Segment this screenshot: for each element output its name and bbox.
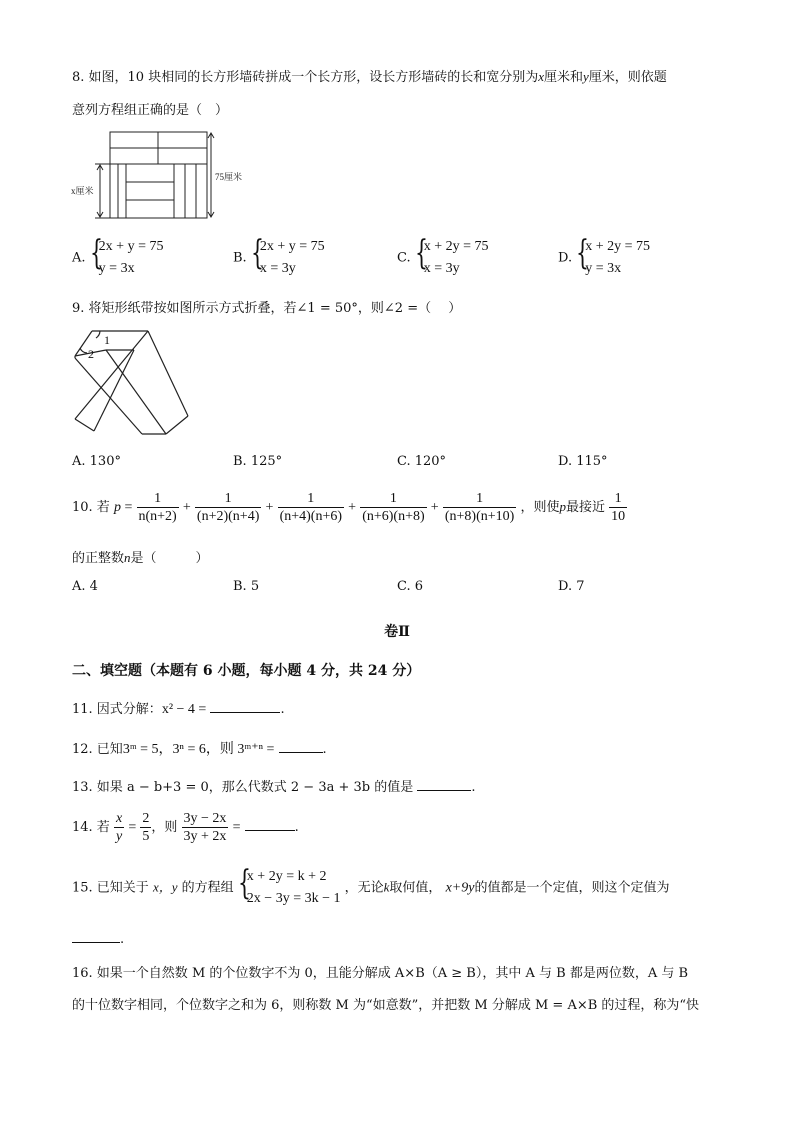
- q9-option-c: C. 120°: [397, 454, 447, 469]
- q14-frac-expr: $\frac{3y - 2x}{3y + 2x}$: [183, 811, 227, 844]
- q10-target-frac: $\frac{1}{10}$: [611, 491, 626, 524]
- q10-line1: 10. 若 p = $\frac{1}{n(n+2)}$ + $\frac{1}{(n+2)(n+4)}$ + $\frac{1}{(n+4)(n+6)}$ + $\frac{1}{(n+6)(n+8)}$ + $\frac{1}{(n+8)(n+10)}$ ，则使p最接近 $\frac{1}{10}$: [72, 491, 626, 524]
- q11-answer-blank: [210, 712, 280, 713]
- q9-option-b: B. 125°: [233, 454, 283, 469]
- part2-heading: 二、填空题（本题有 6 小题，每小题 4 分，共 24 分）: [72, 663, 421, 679]
- q8-fig-label-x: x厘米: [71, 186, 94, 196]
- q8-option-b: B. { 2x + y = 75 x = 3y: [233, 233, 325, 276]
- q10-frac-2: $\frac{1}{(n+2)(n+4)}$: [196, 491, 260, 524]
- q12: 12. 已知3ᵐ = 5，3ⁿ = 6，则 3ᵐ⁺ⁿ = .: [72, 742, 327, 757]
- q8-option-a: A. { 2x + y = 75 y = 3x: [72, 233, 164, 276]
- q15-line2: .: [72, 932, 124, 947]
- q8-line1: 8. 如图，10 块相同的长方形墙砖拼成一个长方形，设长方形墙砖的长和宽分别为x厘米和y厘米，则依题: [72, 69, 667, 85]
- q10-option-c: C. 6: [397, 579, 424, 594]
- q13-answer-blank: [417, 790, 471, 791]
- q10-line2: 的正整数n是（ ）: [72, 550, 209, 566]
- q12-answer-blank: [279, 752, 323, 753]
- q8-option-d: D. { x + 2y = 75 y = 3x: [558, 233, 651, 276]
- q10-frac-3: $\frac{1}{(n+4)(n+6)}$: [279, 491, 343, 524]
- q14: 14. 若 $\frac{x}{y}$ = $\frac{2}{5}$ ，则 $\frac{3y - 2x}{3y + 2x}$ = .: [72, 811, 299, 844]
- q10-option-b: B. 5: [233, 579, 260, 594]
- q15-line1: 15. 已知关于 x，y 的方程组 { x + 2y = k + 2 2x − 3y = 3k − 1 ，无论k取何值， x+9y的值都是一个定值，则这个定值为: [72, 863, 670, 906]
- q8-line2: 意列方程组正确的是（ ）: [72, 103, 229, 118]
- q13: 13. 如果 a − b+3 = 0，那么代数式 2 − 3a + 3b 的值是 .: [72, 780, 476, 795]
- q16-line1: 16. 如果一个自然数 M 的个位数字不为 0，且能分解成 A×B（A ≥ B），其中 A 与 B 都是两位数，A 与 B: [72, 966, 689, 981]
- q9-fold-figure: [70, 326, 200, 438]
- q14-frac-xy: $\frac{x}{y}$: [115, 811, 123, 844]
- q9-angle-1-label: 1: [104, 333, 110, 347]
- q10-option-d: D. 7: [558, 579, 585, 594]
- q10-frac-4: $\frac{1}{(n+6)(n+8)}$: [362, 491, 425, 524]
- q15-answer-blank: [72, 942, 120, 943]
- q10-frac-5: $\frac{1}{(n+8)(n+10)}$: [444, 491, 515, 524]
- q16-line2: 的十位数字相同，个位数字之和为 6，则称数 M 为“如意数”，并把数 M 分解成 M = A×B 的过程，称为“快: [72, 998, 700, 1013]
- section-title: 卷Ⅱ: [384, 624, 410, 640]
- q8-brick-figure: [70, 128, 260, 224]
- q9-option-d: D. 115°: [558, 454, 608, 469]
- q9-option-a: A. 130°: [72, 454, 121, 469]
- q9-text: 9. 将矩形纸带按如图所示方式折叠，若∠1 = 50°，则∠2 =（ ）: [72, 301, 462, 316]
- q14-answer-blank: [245, 830, 295, 831]
- q14-frac-25: $\frac{2}{5}$: [142, 811, 150, 844]
- q10-option-a: A. 4: [72, 579, 98, 594]
- q10-frac-1: $\frac{1}{n(n+2)}$: [138, 491, 177, 524]
- q8-fig-label-75: 75厘米: [215, 172, 243, 182]
- q11: 11. 因式分解：x² − 4 = .: [72, 702, 285, 717]
- q8-option-c: C. { x + 2y = 75 x = 3y: [397, 233, 489, 276]
- q9-angle-2-label: 2: [88, 347, 94, 361]
